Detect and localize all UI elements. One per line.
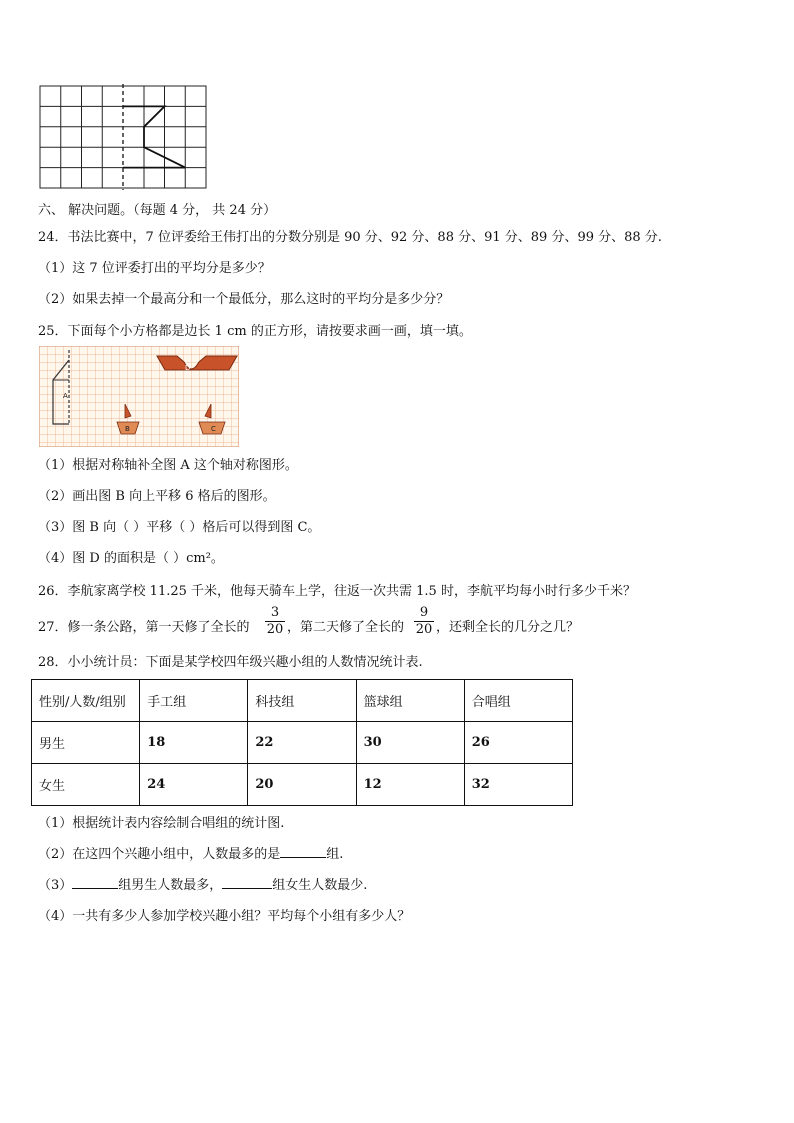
question-28-part-2-text: （2）在这四个兴趣小组中，人数最多的是 (38, 847, 281, 862)
table-header-cell: 手工组 (140, 680, 248, 722)
question-28-part-2-suffix: 组. (326, 847, 344, 862)
table-cell: 12 (356, 764, 464, 806)
table-header-cell: 篮球组 (356, 680, 464, 722)
label-d: D (185, 364, 191, 372)
table-row (32, 722, 573, 764)
question-25-part-1: （1）根据对称轴补全图 A 这个轴对称图形。 (38, 458, 298, 473)
answer-blank[interactable] (222, 888, 272, 889)
translation-grid-figure (39, 346, 239, 447)
fraction-3-20: $\frac{3}{20}$ (266, 605, 284, 637)
question-27-text-1: 27．修一条公路，第一天修了全长的 (38, 620, 250, 635)
table-cell: 32 (464, 764, 572, 806)
question-27-text-2: ，第二天修了全长的 (287, 620, 405, 635)
fraction-9-20: $\frac{9}{20}$ (415, 605, 433, 637)
label-b: B (125, 425, 130, 433)
question-28-part-3-suffix: 组女生人数最少. (272, 878, 368, 893)
question-28-stem: 28．小小统计员：下面是某学校四年级兴趣小组的人数情况统计表. (38, 655, 423, 670)
table-cell: 20 (248, 764, 356, 806)
question-24-part-2: （2）如果去掉一个最高分和一个最低分，那么这时的平均分是多少分？ (38, 292, 450, 307)
answer-blank[interactable] (72, 888, 118, 889)
table-cell: 30 (356, 722, 464, 764)
table-header-cell: 合唱组 (464, 680, 572, 722)
question-28-part-1: （1）根据统计表内容绘制合唱组的统计图. (38, 816, 285, 831)
symmetry-grid-figure (38, 84, 208, 190)
table-row (32, 764, 573, 806)
section-heading: 六、 解决问题。（每题 4 分， 共 24 分） (38, 203, 277, 218)
question-28-part-4: （4）一共有多少人参加学校兴趣小组？平均每个小组有多少人？ (38, 909, 411, 924)
table-cell: 女生 (32, 764, 140, 806)
table-header-cell: 科技组 (248, 680, 356, 722)
table-cell: 18 (140, 722, 248, 764)
table-header-row (32, 680, 573, 722)
question-24-stem: 24．书法比赛中，7 位评委给王伟打出的分数分别是 90 分、92 分、88 分、91 分、89 分、99 分、88 分. (38, 230, 662, 245)
table-cell: 26 (464, 722, 572, 764)
question-28-part-2 (38, 847, 343, 863)
question-25-part-4: （4）图 D 的面积是（ ）cm²。 (38, 551, 224, 566)
table-header-cell: 性别/人数/组别 (32, 680, 140, 722)
table-cell: 男生 (32, 722, 140, 764)
question-24-part-1: （1）这 7 位评委打出的平均分是多少？ (38, 261, 271, 276)
question-28-part-3-prefix: （3） (38, 878, 73, 893)
label-a: A (63, 392, 68, 400)
answer-blank[interactable] (280, 857, 326, 858)
question-25-part-2: （2）画出图 B 向上平移 6 格后的图形。 (38, 489, 276, 504)
question-28-part-3-text: 组男生人数最多， (118, 878, 223, 893)
question-25-part-3: （3）图 B 向（ ）平移（ ）格后可以得到图 C。 (38, 520, 321, 535)
question-26-stem: 26．李航家离学校 11.25 千米，他每天骑车上学，往返一次共需 1.5 时，李航平均每小时行多少千米？ (38, 584, 636, 599)
table-cell: 22 (248, 722, 356, 764)
question-27-text-3: ，还剩全长的几分之几？ (436, 620, 580, 635)
label-c: C (211, 425, 216, 433)
question-28-part-3 (38, 878, 367, 894)
interest-group-table (31, 679, 573, 806)
table-cell: 24 (140, 764, 248, 806)
question-25-stem: 25．下面每个小方格都是边长 1 cm 的正方形，请按要求画一画，填一填。 (38, 324, 472, 339)
